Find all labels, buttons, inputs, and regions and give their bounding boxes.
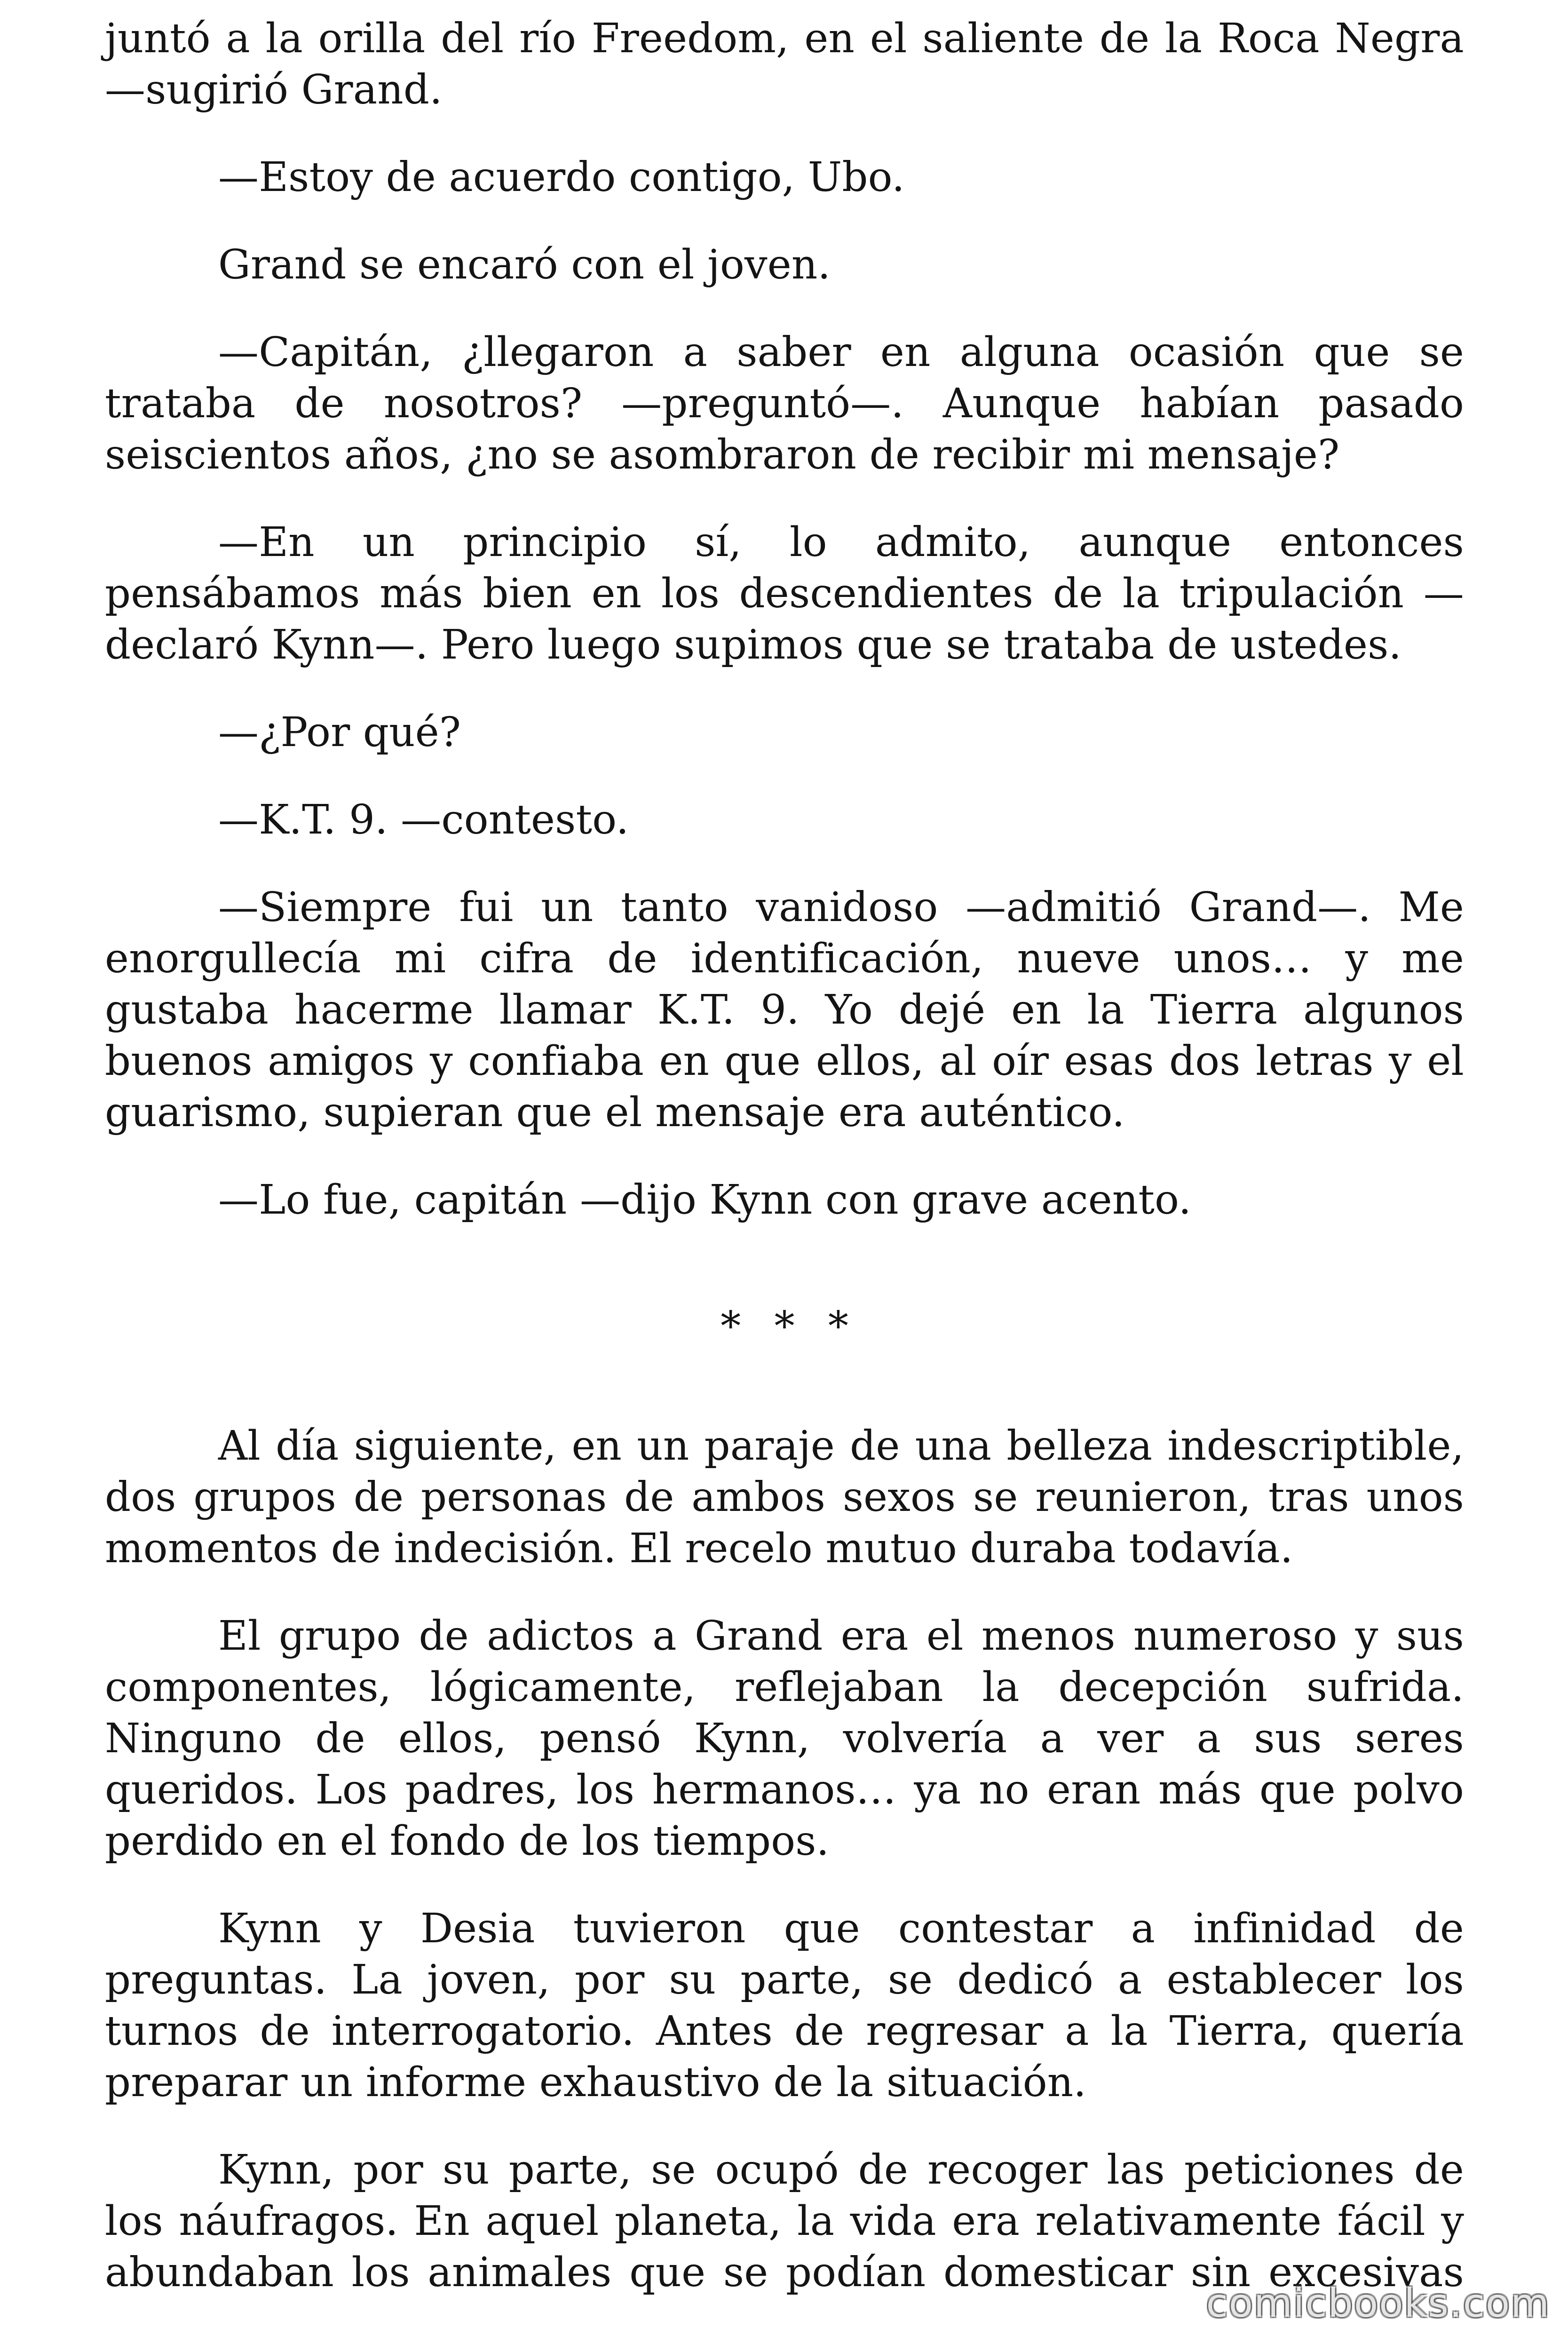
paragraph: —Estoy de acuerdo contigo, Ubo. <box>218 154 905 201</box>
paragraph-truncated: Kynn, por su parte, se ocupó de recoger las peticiones de los náufragos. En aquel planeta, la vida era relativamente fácil y abundaban los animales que se podían domesticar sin excesivas <box>105 2146 1464 2296</box>
paragraph: Al día siguiente, en un paraje de una belleza indescriptible, dos grupos de personas de ambos sexos se reunieron, tras unos momentos de indecisión. El recelo mutuo duraba todavía. <box>105 1422 1464 1572</box>
paragraph: —Siempre fui un tanto vanidoso —admitió Grand—. Me enorgullecía mi cifra de identificación, nueve unos… y me gustaba hacerme llamar K.T. 9. Yo dejé en la Tierra algunos buenos amigos y confiaba en que ellos, al oír esas dos letras y el guarismo, supieran que el mensaje era auténtico. <box>105 884 1464 1136</box>
paragraph: Kynn y Desia tuvieron que contestar a infinidad de preguntas. La joven, por su parte, se dedicó a establecer los turnos de interrogatorio. Antes de regresar a la Tierra, quería preparar un informe exhaustivo de la situación. <box>105 1905 1464 2106</box>
section-break: * * * <box>721 1303 859 1350</box>
watermark-logo: comicbooks.com <box>1206 2280 1550 2326</box>
paragraph: —En un principio sí, lo admito, aunque entonces pensábamos más bien en los descendientes de la tripulación —declaró Kynn—. Pero luego supimos que se trataba de ustedes. <box>105 519 1464 668</box>
paragraph: —Lo fue, capitán —dijo Kynn con grave acento. <box>218 1176 1192 1224</box>
paragraph: —K.T. 9. —contesto. <box>218 796 629 843</box>
paragraph: —¿Por qué? <box>218 709 461 756</box>
text-column <box>105 13 1464 2335</box>
paragraph-continuation: juntó a la orilla del río Freedom, en el saliente de la Roca Negra —sugirió Grand. <box>105 15 1464 113</box>
paragraph: El grupo de adictos a Grand era el menos numeroso y sus componentes, lógicamente, reflejaban la decepción sufrida. Ninguno de ellos, pensó Kynn, volvería a ver a sus seres queridos. Los padres, los hermanos… ya no eran más que polvo perdido en el fondo de los tiempos. <box>105 1613 1464 1865</box>
paragraph: —Capitán, ¿llegaron a saber en alguna ocasión que se trataba de nosotros? —preguntó—. Aunque habían pasado seiscientos años, ¿no se asombraron de recibir mi mensaje? <box>105 329 1464 478</box>
paragraph: Grand se encaró con el joven. <box>218 241 831 288</box>
